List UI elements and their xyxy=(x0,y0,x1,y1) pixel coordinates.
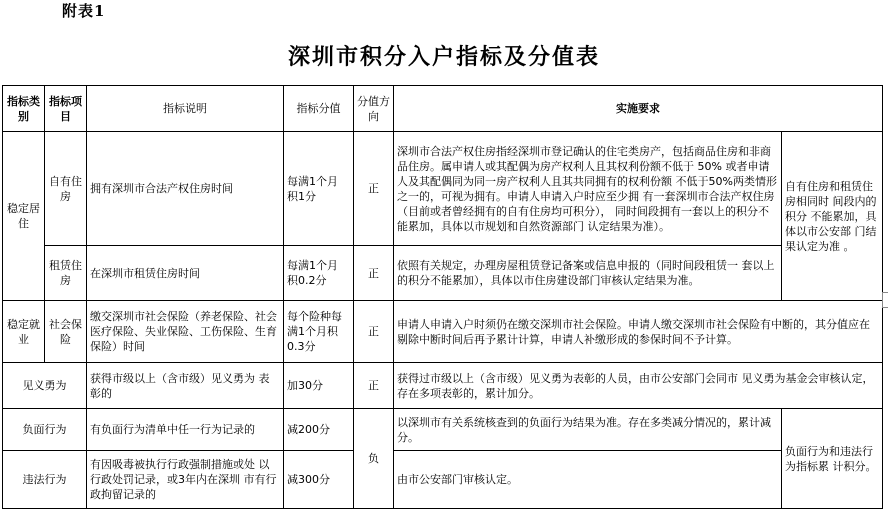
category-stable-residence: 稳定居住 xyxy=(3,132,45,301)
header-score: 指标分值 xyxy=(284,86,354,132)
direction-rented-housing: 正 xyxy=(354,246,394,301)
document-title: 深圳市积分入户指标及分值表 xyxy=(287,44,600,70)
direction-own-housing: 正 xyxy=(354,132,394,246)
direction-heroic-act: 正 xyxy=(354,363,394,409)
table-row-social-insurance xyxy=(3,301,883,363)
note-penalty: 负面行为和违法行为指标累 计积分。 xyxy=(782,409,883,509)
score-illegal-behavior: 减300分 xyxy=(284,451,354,509)
requirement-negative-behavior: 以深圳市有关系统核查到的负面行为结果为准。存在多类减分情况的，累计减分。 xyxy=(394,409,782,451)
description-own-housing: 拥有深圳市合法产权住房时间 xyxy=(87,132,284,246)
description-illegal-behavior: 有因吸毒被执行行政强制措施或处 以行政处罚记录，或3年内在深圳 市有行政拘留记录的 xyxy=(87,451,284,509)
requirement-rented-housing: 依照有关规定，办理房屋租赁登记备案或信息申报的（同时间段租赁一 套以上的积分不能累加），具体以市住房建设部门审核认定结果为准。 xyxy=(394,246,782,301)
header-requirement: 实施要求 xyxy=(394,86,883,132)
direction-negative: 负 xyxy=(354,409,394,509)
category-illegal-behavior: 违法行为 xyxy=(3,451,87,509)
item-own-housing: 自有住房 xyxy=(45,132,87,246)
score-rented-housing: 每满1个月 积0.2分 xyxy=(284,246,354,301)
description-social-insurance: 缴交深圳市社会保险（养老保险、社会医疗保险、失业保险、工伤保险、生育保险）时间 xyxy=(87,301,284,363)
item-rented-housing: 租赁住房 xyxy=(45,246,87,301)
score-negative-behavior: 减200分 xyxy=(284,409,354,451)
table-row-own-housing xyxy=(3,132,883,246)
score-social-insurance: 每个险种每满1个月积0.3分 xyxy=(284,301,354,363)
description-heroic-act: 获得市级以上（含市级）见义勇为 表彰的 xyxy=(87,363,284,409)
requirement-social-insurance: 申请人申请入户时须仍在缴交深圳市社会保险。申请人缴交深圳市社会保险有中断的，其分值应在剔除中断时间后再予累计计算，申请人补缴形成的参保时间不予计算。 xyxy=(394,301,883,363)
table-row-rented-housing xyxy=(3,246,883,301)
category-stable-employment: 稳定就业 xyxy=(3,301,45,363)
window-edge-tab xyxy=(882,292,888,308)
score-heroic-act: 加30分 xyxy=(284,363,354,409)
requirement-own-housing: 深圳市合法产权住房指经深圳市登记确认的住宅类房产，包括商品住房和非商品住房。属申请人或其配偶为房产权利人且其权利份额不低于 50% 或者申请人及其配偶同为同一房产权利人且其共同拥有的权利份额 不低于50%两类情形之一的，可视为拥有。申请人申请入户时应至少拥 有一套深圳市合法产权住房（目前或者曾经拥有的自有住房均可积分）， 同时间段拥有一套以上的积分不能累加，具体以市规划和自然资源部门 认定结果为准）。 xyxy=(394,132,782,246)
description-rented-housing: 在深圳市租赁住房时间 xyxy=(87,246,284,301)
header-category: 指标类别 xyxy=(3,86,45,132)
description-negative-behavior: 有负面行为清单中任一行为记录的 xyxy=(87,409,284,451)
requirement-heroic-act: 获得过市级以上（含市级）见义勇为表彰的人员，由市公安部门会同市 见义勇为基金会审核认定，存在多项表彰的，累计加分。 xyxy=(394,363,883,409)
header-direction: 分值方向 xyxy=(354,86,394,132)
header-row xyxy=(3,86,883,132)
table-row-heroic-act xyxy=(3,363,883,409)
score-own-housing: 每满1个月 积1分 xyxy=(284,132,354,246)
header-item: 指标项目 xyxy=(45,86,87,132)
category-heroic-act: 见义勇为 xyxy=(3,363,87,409)
score-table xyxy=(2,85,883,509)
item-social-insurance: 社会保险 xyxy=(45,301,87,363)
category-negative-behavior: 负面行为 xyxy=(3,409,87,451)
note-housing: 自有住房和租赁住房相同时 间段内的积分 不能累加，具 体以市公安部 门结果认定为准 。 xyxy=(782,132,883,301)
requirement-illegal-behavior: 由市公安部门审核认定。 xyxy=(394,451,782,509)
table-row-illegal-behavior xyxy=(3,451,883,509)
direction-social-insurance: 正 xyxy=(354,301,394,363)
table-row-negative-behavior xyxy=(3,409,883,451)
header-description: 指标说明 xyxy=(87,86,284,132)
appendix-label: 附表1 xyxy=(62,2,106,20)
